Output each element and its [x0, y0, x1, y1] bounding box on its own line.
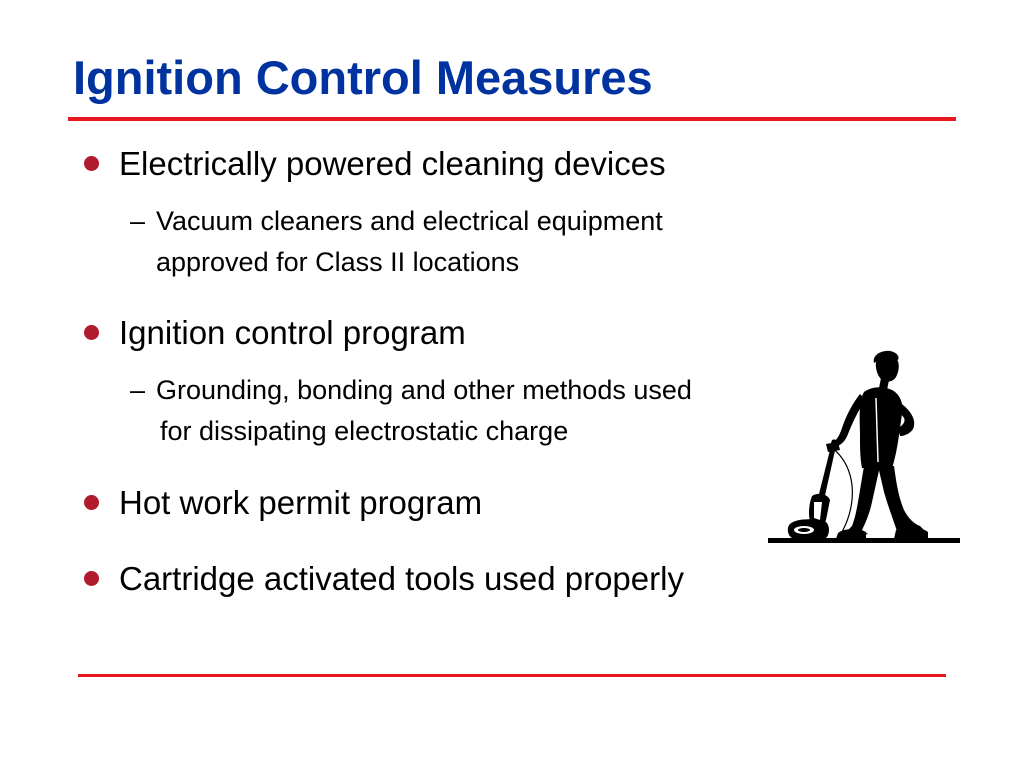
sub-bullet-line: approved for Class II locations	[156, 247, 520, 277]
dash-marker: –	[130, 375, 146, 405]
sub-bullet-text: Grounding, bonding and other methods used	[156, 375, 692, 405]
sub-bullet-line	[130, 370, 692, 411]
bullet-text: Hot work permit program	[119, 484, 483, 521]
bullet-dot-icon	[84, 495, 99, 510]
sub-bullet-line: for dissipating electrostatic charge	[160, 416, 569, 446]
man-with-vacuum-cleaner-icon	[768, 350, 960, 546]
dash-marker: –	[130, 206, 146, 236]
slide-title: Ignition Control Measures	[73, 51, 653, 104]
bullet-text: Ignition control program	[119, 314, 466, 351]
bullet-dot-icon	[84, 325, 99, 340]
bullet-text: Cartridge activated tools used properly	[119, 560, 684, 597]
sub-bullet	[130, 201, 663, 283]
sub-bullet	[130, 370, 692, 452]
bullet-dot-icon	[84, 571, 99, 586]
bullet-item	[84, 314, 466, 352]
bullet-text: Electrically powered cleaning devices	[119, 145, 666, 182]
bullet-item	[84, 560, 684, 598]
sub-bullet-line	[130, 201, 663, 242]
bullet-item	[84, 484, 482, 522]
bullet-item	[84, 145, 666, 183]
title-divider	[68, 117, 956, 121]
footer-divider	[78, 674, 946, 677]
sub-bullet-text: Vacuum cleaners and electrical equipment	[156, 206, 663, 236]
bullet-dot-icon	[84, 156, 99, 171]
